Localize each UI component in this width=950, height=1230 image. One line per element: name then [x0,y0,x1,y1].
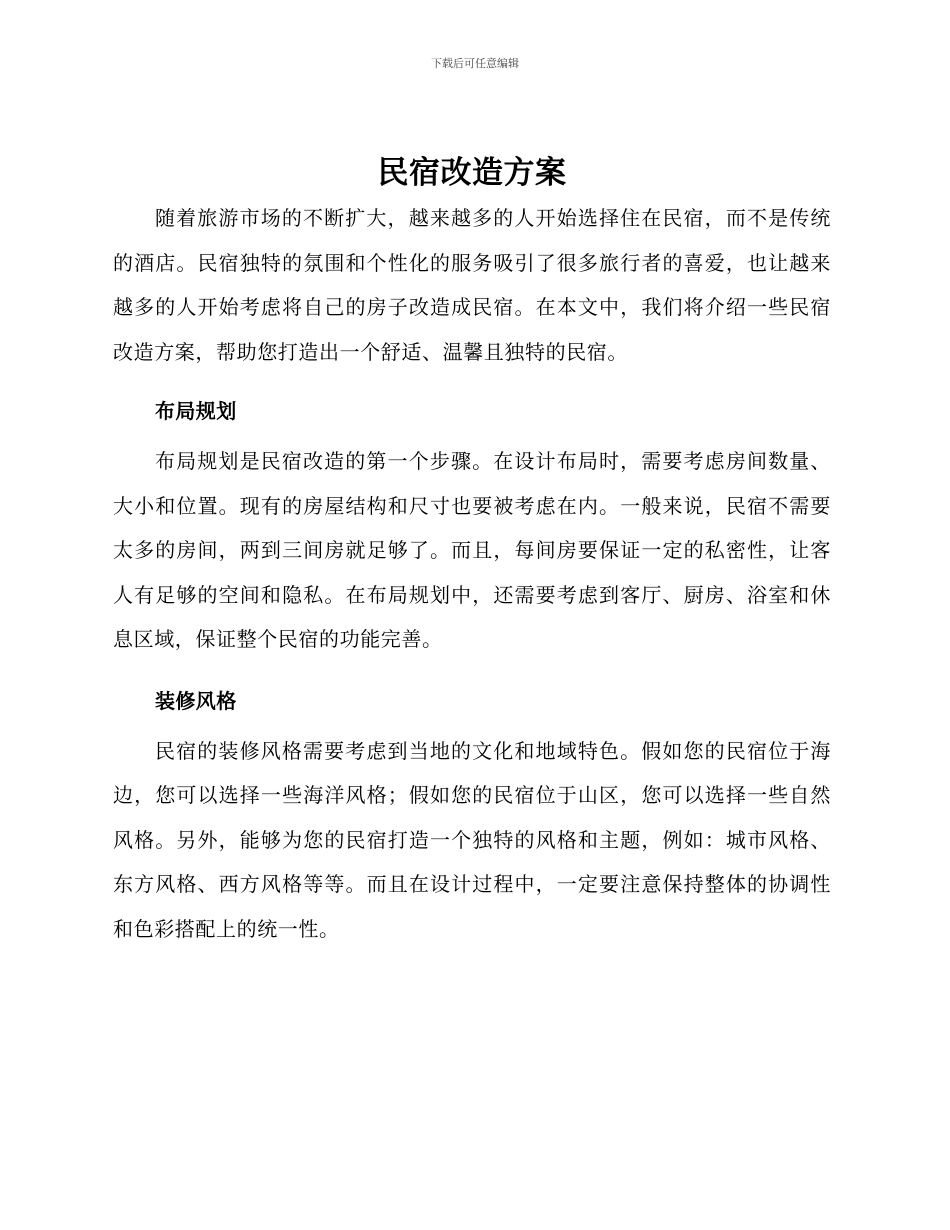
section-heading-style: 装修风格 [155,688,237,713]
spacer [113,422,831,439]
intro-paragraph: 随着旅游市场的不断扩大，越来越多的人开始选择住在民宿，而不是传统的酒店。民宿独特的氛围和个性化的服务吸引了很多旅行者的喜爱，也让越来越多的人开始考虑将自己的房子改造成民宿。在本文中，我们将介绍一些民宿改造方案，帮助您打造出一个舒适、温馨且独特的民宿。 [113,206,831,364]
header-note: 下载后可任意编辑 [431,57,519,70]
spacer [113,662,831,690]
document-title: 民宿改造方案 [377,155,567,191]
section-body-style: 民宿的装修风格需要考虑到当地的文化和地域特色。假如您的民宿位于海边，您可以选择一些海洋风格；假如您的民宿位于山区，您可以选择一些自然风格。另外，能够为您的民宿打造一个独特的风格和主题，例如：城市风格、东方风格、西方风格等等。而且在设计过程中，一定要注意保持整体的协调性和色彩搭配上的统一性。 [113,738,831,941]
document-body [113,150,831,951]
spacer [113,374,831,400]
spacer [113,712,831,729]
section-heading-layout: 布局规划 [155,399,237,423]
section-body-layout: 布局规划是民宿改造的第一个步骤。在设计布局时，需要考虑房间数量、大小和位置。现有的房屋结构和尺寸也要被考虑在内。一般来说，民宿不需要太多的房间，两到三间房就足够了。而且，每间房要保证一定的私密性，让客人有足够的空间和隐私。在布局规划中，还需要考虑到客厅、厨房、浴室和休息区域，保证整个民宿的功能完善。 [113,449,831,651]
